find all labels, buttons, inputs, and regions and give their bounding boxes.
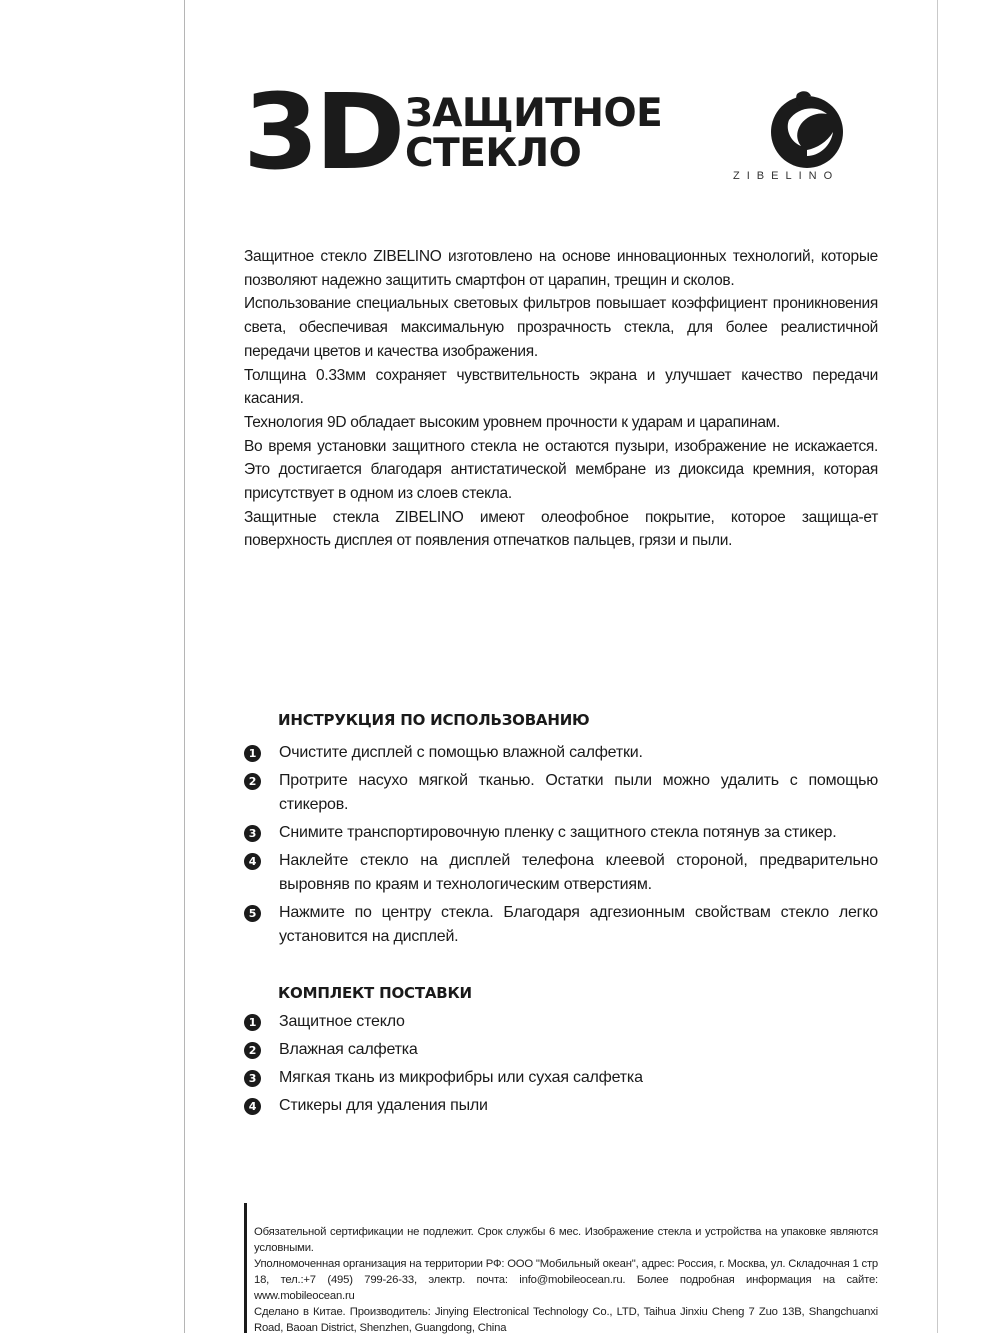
step-text: Снимите транспортировочную пленку с защитного стекла потянув за стикер.	[279, 824, 837, 841]
kit-list	[244, 1010, 878, 1122]
step-text: Наклейте стекло на дисплей телефона клеевой стороной, предварительно выровняв по краям и технологическим отверстиям.	[279, 852, 878, 893]
kit-item	[244, 1066, 878, 1090]
step-number-badge: 5	[244, 905, 261, 922]
step-text: Нажмите по центру стекла. Благодаря адгезионным свойствам стекло легко установится на дисплей.	[279, 904, 878, 945]
brand-name: ZIBELINO	[733, 170, 840, 182]
kit-item-text: Влажная салфетка	[279, 1041, 418, 1058]
instructions-list	[244, 741, 878, 953]
instruction-step	[244, 741, 878, 765]
intro-paragraph: Технология 9D обладает высоким уровнем прочности к ударам и царапинам.	[244, 413, 781, 431]
kit-number-badge: 1	[244, 1014, 261, 1031]
step-text: Очистите дисплей с помощью влажной салфетки.	[279, 744, 643, 761]
intro-paragraph: Защитные стекла ZIBELINO имеют олеофобное покрытие, которое защища-ет поверхность дисплея от появления отпечатков пальцев, грязи и пыли.	[244, 508, 878, 550]
kit-item-text: Стикеры для удаления пыли	[279, 1097, 488, 1114]
instruction-step	[244, 769, 878, 817]
footer-line: Сделано в Китае. Производитель: Jinying Electronical Technology Co., LTD, Taihua Jinxiu Cheng 7 Zuo 13B, Shangchuanxi Road, Baoan District, Shenzhen, Guangdong, China	[254, 1306, 878, 1334]
footer-line: Уполномоченная организация на территории РФ: ООО "Мобильный океан", адрес: Россия, г. Москва, ул. Складочная 1 стр 18, тел.:+7 (495) 799-26-33, электр. почта: info@mobileocean.ru. Более подробная информация на сайте: www.mobileocean.ru	[254, 1258, 878, 1302]
kit-item	[244, 1094, 878, 1118]
instruction-step	[244, 901, 878, 949]
title-line-2: СТЕКЛО	[405, 131, 582, 176]
intro-paragraph: Защитное стекло ZIBELINO изготовлено на основе инновационных технологий, которые позволяют надежно защитить смартфон от царапин, трещин и сколов.	[244, 248, 878, 289]
kit-number-badge: 3	[244, 1070, 261, 1087]
zibelino-sable-logo-icon	[767, 90, 847, 170]
page-right-border	[937, 0, 938, 1333]
title-3d: 3D	[243, 71, 402, 193]
kit-item-text: Мягкая ткань из микрофибры или сухая салфетка	[279, 1069, 643, 1086]
intro-paragraph: Толщина 0.33мм сохраняет чувствительность экрана и улучшает качество передачи касания.	[244, 366, 878, 408]
kit-number-badge: 2	[244, 1042, 261, 1059]
step-number-badge: 3	[244, 825, 261, 842]
instructions-title: ИНСТРУКЦИЯ ПО ИСПОЛЬЗОВАНИЮ	[278, 711, 590, 729]
title-line-1: ЗАЩИТНОЕ	[405, 91, 663, 136]
instruction-step	[244, 821, 878, 845]
intro-paragraph: Использование специальных световых фильтров повышает коэффициент проникновения света, обеспечивая максимальную прозрачность стекла, для более реалистичной передачи цветов и качества изображения.	[244, 295, 878, 360]
step-number-badge: 4	[244, 853, 261, 870]
kit-number-badge: 4	[244, 1098, 261, 1115]
step-text: Протрите насухо мягкой тканью. Остатки пыли можно удалить с помощью стикеров.	[279, 772, 878, 813]
instruction-step	[244, 849, 878, 897]
footer-divider	[244, 1203, 247, 1333]
page-left-border	[184, 0, 185, 1333]
kit-title: КОМПЛЕКТ ПОСТАВКИ	[278, 984, 472, 1002]
footer-line: Обязательной сертификации не подлежит. Срок службы 6 мес. Изображение стекла и устройства на упаковке являются условными.	[254, 1226, 878, 1254]
legal-footer	[254, 1224, 878, 1336]
kit-item-text: Защитное стекло	[279, 1013, 405, 1030]
step-number-badge: 1	[244, 745, 261, 762]
product-title	[405, 91, 663, 176]
kit-item	[244, 1010, 878, 1034]
intro-paragraph: Во время установки защитного стекла не остаются пузыри, изображение не искажается. Это достигается благодаря антистатической мембране из диоксида кремния, которая присутствует в одном из слоев стекла.	[244, 437, 878, 503]
kit-item	[244, 1038, 878, 1062]
product-description	[244, 245, 878, 553]
step-number-badge: 2	[244, 773, 261, 790]
